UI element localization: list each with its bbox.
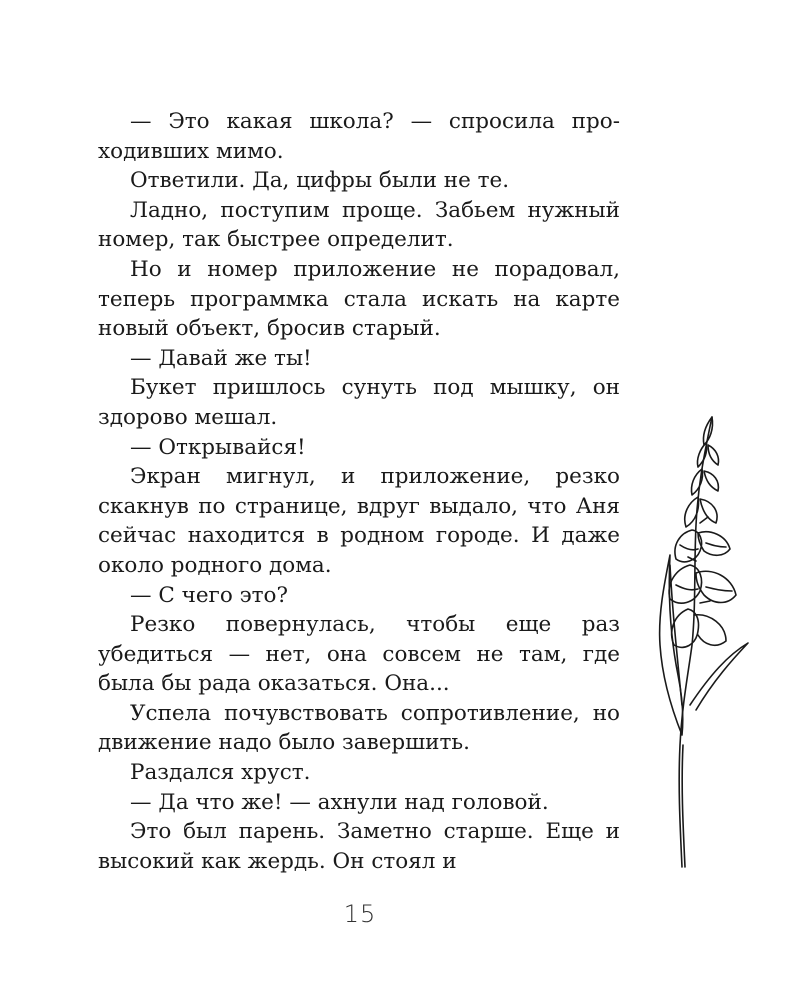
- paragraph: Экран мигнул, и приложение, резко скакнув по странице, вдруг выдало, что Аня сейчас находится в родном городе. И даже около родного дома.: [98, 464, 620, 578]
- paragraph: Резко повернулась, чтобы еще раз убедиться — нет, она совсем не там, где была бы рада оказаться. Она...: [98, 612, 620, 697]
- paragraph: Но и номер приложение не порадовал, теперь программка стала искать на карте новый объект, бросив старый.: [98, 256, 620, 342]
- paragraph: Ладно, поступим проще. Забьем нужный номер, так быстрее определит.: [98, 197, 620, 253]
- paragraph: Букет пришлось сунуть под мышку, он здорово мешал.: [98, 375, 620, 430]
- paragraph: Успела почувствовать сопротивление, но движение надо было завершить.: [98, 700, 620, 756]
- paragraph: Раздался хруст.: [130, 760, 311, 786]
- paragraph: — Открывайся!: [130, 434, 306, 460]
- paragraph: Ответили. Да, цифры были не те.: [130, 168, 510, 194]
- body-text: [98, 107, 620, 876]
- page-number: 15: [343, 900, 377, 928]
- paragraph: Это был парень. Заметно старше. Еще и высокий как жердь. Он стоял и: [98, 819, 620, 874]
- paragraph: — С чего это?: [130, 582, 289, 608]
- paragraph: — Это какая школа? — спросила проходивших мимо.: [98, 109, 620, 164]
- paragraph: — Да что же! — ахнули над головой.: [130, 789, 549, 815]
- paragraph: — Давай же ты!: [130, 345, 312, 371]
- gladiolus-flower-icon: [640, 405, 770, 870]
